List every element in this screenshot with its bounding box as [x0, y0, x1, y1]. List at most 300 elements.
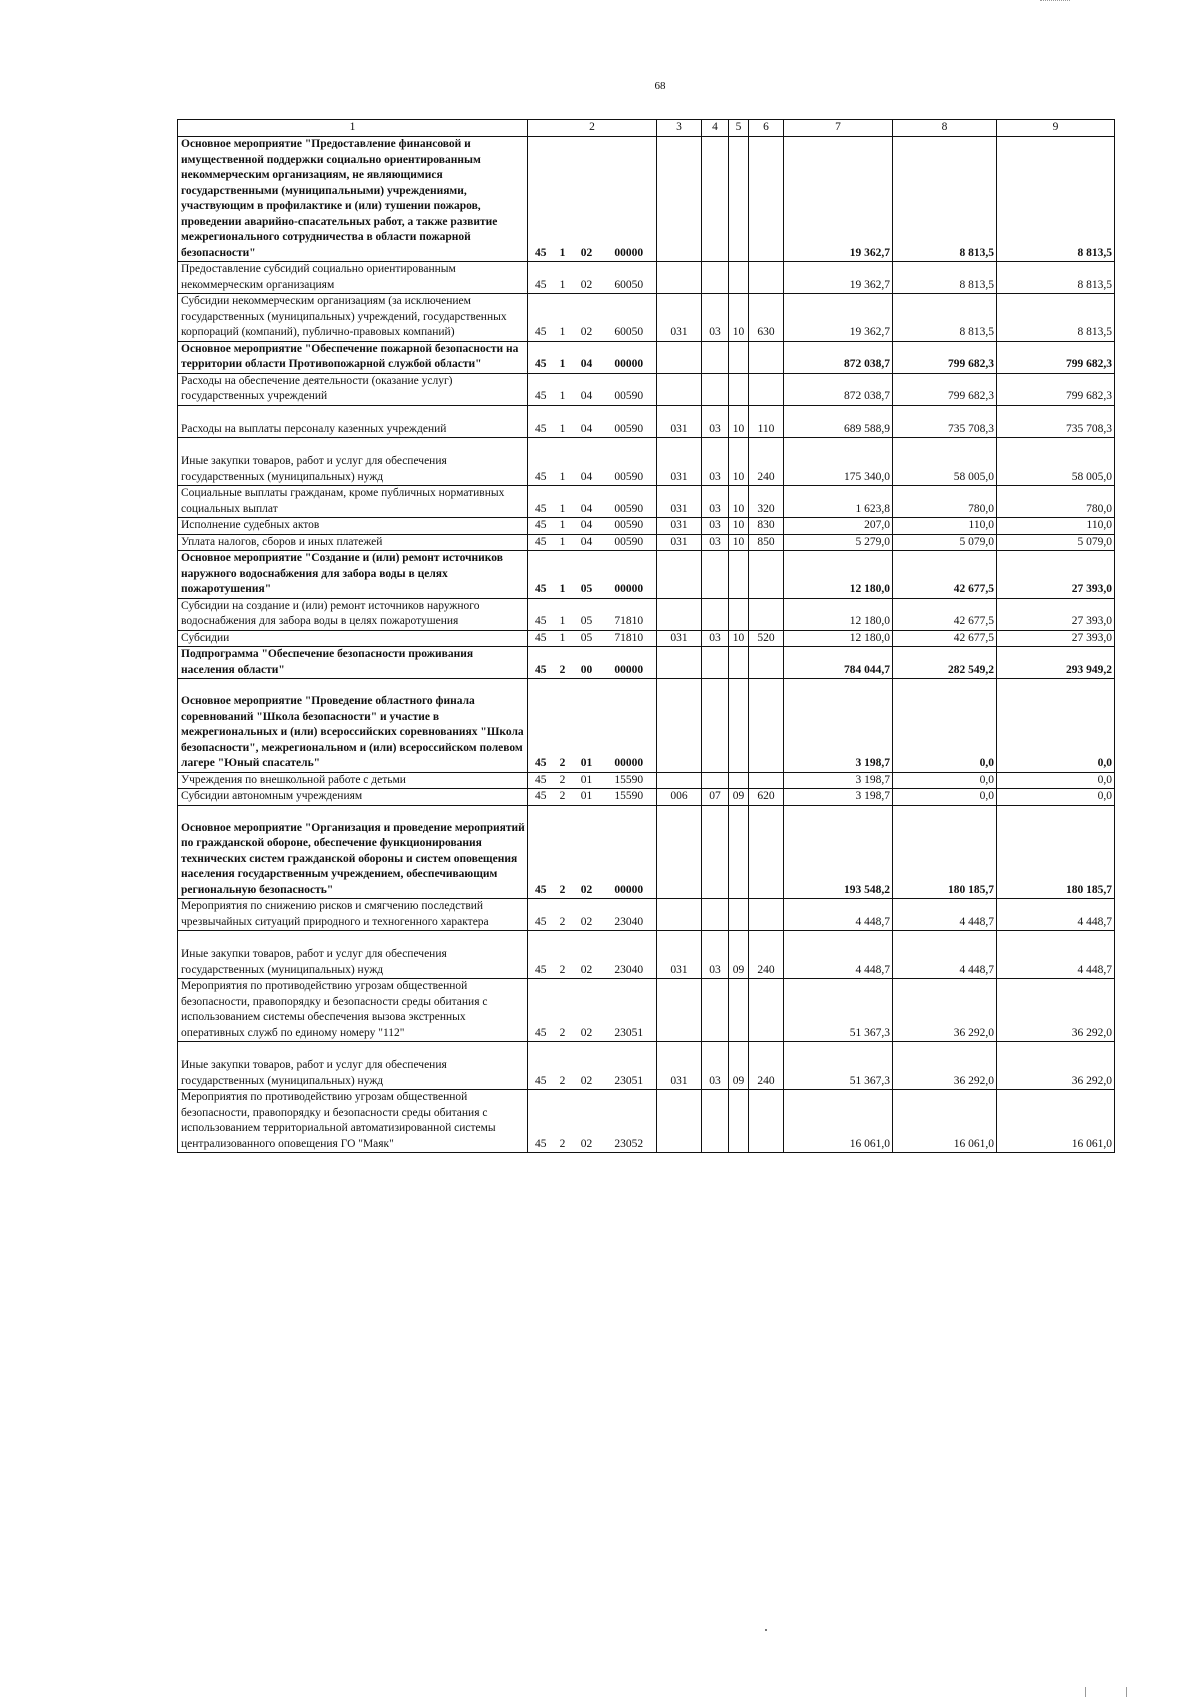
code-section [702, 262, 729, 294]
code-program: 45 [528, 137, 554, 262]
amount-col-9: 4 448,7 [997, 899, 1115, 931]
code-direction: 00590 [602, 405, 657, 438]
code-section [702, 979, 729, 1042]
code-direction: 23040 [602, 899, 657, 931]
scan-mark-top [1040, 0, 1070, 5]
code-subprogram: 2 [554, 979, 572, 1042]
code-subprogram: 2 [554, 647, 572, 679]
code-expense-type [749, 341, 784, 373]
code-subprogram: 1 [554, 341, 572, 373]
code-section: 03 [702, 534, 729, 551]
code-subsection [729, 137, 749, 262]
table-row [178, 979, 1115, 1042]
row-name: Иные закупки товаров, работ и услуг для обеспечения государственных (муниципальных) нужд [178, 931, 528, 979]
code-section: 03 [702, 931, 729, 979]
code-subsection: 09 [729, 789, 749, 806]
code-event: 05 [572, 598, 602, 630]
code-section: 03 [702, 1042, 729, 1090]
code-expense-type: 620 [749, 789, 784, 806]
code-direction: 71810 [602, 630, 657, 647]
code-subsection: 10 [729, 486, 749, 518]
code-subprogram: 2 [554, 1090, 572, 1153]
amount-col-8: 42 677,5 [893, 551, 997, 599]
amount-col-8: 36 292,0 [893, 979, 997, 1042]
code-subprogram: 1 [554, 534, 572, 551]
code-subprogram: 2 [554, 805, 572, 899]
amount-col-7: 4 448,7 [784, 899, 893, 931]
amount-col-9: 27 393,0 [997, 551, 1115, 599]
code-event: 01 [572, 679, 602, 773]
code-direction: 00000 [602, 341, 657, 373]
amount-col-8: 799 682,3 [893, 341, 997, 373]
code-expense-type [749, 679, 784, 773]
code-expense-type [749, 598, 784, 630]
code-subsection: 09 [729, 1042, 749, 1090]
table-row [178, 630, 1115, 647]
code-program: 45 [528, 679, 554, 773]
amount-col-7: 12 180,0 [784, 630, 893, 647]
code-subsection [729, 772, 749, 789]
amount-col-8: 780,0 [893, 486, 997, 518]
code-subsection: 09 [729, 931, 749, 979]
row-name: Субсидии автономным учреждениям [178, 789, 528, 806]
code-event: 01 [572, 772, 602, 789]
code-direction: 00590 [602, 518, 657, 535]
code-event: 00 [572, 647, 602, 679]
code-direction: 15590 [602, 772, 657, 789]
code-program: 45 [528, 262, 554, 294]
header-cell-3: 3 [657, 120, 702, 137]
row-name: Учреждения по внешкольной работе с детьми [178, 772, 528, 789]
code-program: 45 [528, 294, 554, 342]
amount-col-9: 180 185,7 [997, 805, 1115, 899]
code-expense-type [749, 772, 784, 789]
code-section: 03 [702, 630, 729, 647]
code-program: 45 [528, 630, 554, 647]
amount-col-7: 12 180,0 [784, 551, 893, 599]
amount-col-7: 16 061,0 [784, 1090, 893, 1153]
table-row [178, 262, 1115, 294]
code-ministry [657, 1090, 702, 1153]
table-row [178, 137, 1115, 262]
amount-col-8: 110,0 [893, 518, 997, 535]
code-program: 45 [528, 647, 554, 679]
table-row [178, 438, 1115, 486]
code-section: 03 [702, 486, 729, 518]
code-subprogram: 1 [554, 551, 572, 599]
code-ministry [657, 341, 702, 373]
code-direction: 00000 [602, 805, 657, 899]
table-row [178, 551, 1115, 599]
code-ministry: 031 [657, 294, 702, 342]
code-event: 05 [572, 630, 602, 647]
amount-col-7: 207,0 [784, 518, 893, 535]
code-ministry [657, 772, 702, 789]
amount-col-8: 0,0 [893, 772, 997, 789]
code-event: 04 [572, 373, 602, 405]
code-expense-type [749, 262, 784, 294]
code-section [702, 647, 729, 679]
amount-col-7: 12 180,0 [784, 598, 893, 630]
amount-col-8: 16 061,0 [893, 1090, 997, 1153]
code-direction: 00590 [602, 534, 657, 551]
budget-table [177, 119, 1115, 1153]
code-program: 45 [528, 789, 554, 806]
code-event: 02 [572, 137, 602, 262]
amount-col-9: 799 682,3 [997, 373, 1115, 405]
code-subprogram: 2 [554, 1042, 572, 1090]
code-subsection [729, 1090, 749, 1153]
table-row [178, 405, 1115, 438]
code-event: 02 [572, 805, 602, 899]
amount-col-8: 5 079,0 [893, 534, 997, 551]
code-subprogram: 1 [554, 518, 572, 535]
code-event: 02 [572, 979, 602, 1042]
amount-col-8: 799 682,3 [893, 373, 997, 405]
amount-col-9: 5 079,0 [997, 534, 1115, 551]
table-row [178, 534, 1115, 551]
amount-col-9: 0,0 [997, 772, 1115, 789]
row-name: Расходы на обеспечение деятельности (оказание услуг) государственных учреждений [178, 373, 528, 405]
amount-col-9: 27 393,0 [997, 598, 1115, 630]
code-event: 02 [572, 899, 602, 931]
code-subsection [729, 979, 749, 1042]
code-ministry [657, 262, 702, 294]
amount-col-9: 0,0 [997, 679, 1115, 773]
table-row [178, 518, 1115, 535]
code-ministry: 031 [657, 486, 702, 518]
code-ministry: 031 [657, 518, 702, 535]
code-ministry: 031 [657, 534, 702, 551]
amount-col-8: 8 813,5 [893, 262, 997, 294]
code-ministry [657, 899, 702, 931]
table-row [178, 899, 1115, 931]
table-row [178, 789, 1115, 806]
row-name: Исполнение судебных актов [178, 518, 528, 535]
code-section: 03 [702, 405, 729, 438]
code-section: 03 [702, 438, 729, 486]
code-subprogram: 1 [554, 438, 572, 486]
code-subsection [729, 647, 749, 679]
code-expense-type: 240 [749, 1042, 784, 1090]
code-section [702, 899, 729, 931]
amount-col-8: 735 708,3 [893, 405, 997, 438]
table-row [178, 647, 1115, 679]
code-program: 45 [528, 341, 554, 373]
header-cell-9: 9 [997, 120, 1115, 137]
code-ministry: 031 [657, 630, 702, 647]
amount-col-9: 8 813,5 [997, 294, 1115, 342]
header-cell-4: 4 [702, 120, 729, 137]
code-subsection [729, 899, 749, 931]
code-subsection [729, 551, 749, 599]
amount-col-7: 19 362,7 [784, 294, 893, 342]
code-program: 45 [528, 931, 554, 979]
code-program: 45 [528, 979, 554, 1042]
code-program: 45 [528, 373, 554, 405]
code-section [702, 137, 729, 262]
code-subsection [729, 679, 749, 773]
code-program: 45 [528, 772, 554, 789]
amount-col-9: 8 813,5 [997, 137, 1115, 262]
amount-col-7: 784 044,7 [784, 647, 893, 679]
code-event: 01 [572, 789, 602, 806]
amount-col-7: 4 448,7 [784, 931, 893, 979]
code-subprogram: 1 [554, 630, 572, 647]
code-direction: 00590 [602, 373, 657, 405]
amount-col-9: 780,0 [997, 486, 1115, 518]
code-ministry [657, 647, 702, 679]
header-cell-8: 8 [893, 120, 997, 137]
row-name: Предоставление субсидий социально ориентированным некоммерческим организациям [178, 262, 528, 294]
code-event: 05 [572, 551, 602, 599]
code-subsection: 10 [729, 405, 749, 438]
code-direction: 23040 [602, 931, 657, 979]
code-section [702, 373, 729, 405]
amount-col-7: 3 198,7 [784, 679, 893, 773]
amount-col-8: 8 813,5 [893, 137, 997, 262]
table-row [178, 931, 1115, 979]
code-event: 04 [572, 518, 602, 535]
amount-col-9: 735 708,3 [997, 405, 1115, 438]
amount-col-8: 0,0 [893, 679, 997, 773]
amount-col-8: 42 677,5 [893, 598, 997, 630]
code-program: 45 [528, 438, 554, 486]
row-name: Основное мероприятие "Обеспечение пожарной безопасности на территории области Противопожарной службой области" [178, 341, 528, 373]
code-ministry [657, 598, 702, 630]
code-section [702, 598, 729, 630]
row-name: Мероприятия по противодействию угрозам общественной безопасности, правопорядку и безопасности среды обитания с использованием территориальной автоматизированной системы централизованного оповещения ГО "Маяк" [178, 1090, 528, 1153]
code-section [702, 1090, 729, 1153]
code-subsection: 10 [729, 518, 749, 535]
code-event: 04 [572, 534, 602, 551]
amount-col-9: 293 949,2 [997, 647, 1115, 679]
code-subsection: 10 [729, 438, 749, 486]
amount-col-7: 872 038,7 [784, 341, 893, 373]
amount-col-9: 36 292,0 [997, 1042, 1115, 1090]
code-direction: 15590 [602, 789, 657, 806]
amount-col-8: 36 292,0 [893, 1042, 997, 1090]
code-event: 02 [572, 294, 602, 342]
table-row [178, 373, 1115, 405]
code-subprogram: 1 [554, 373, 572, 405]
code-direction: 00000 [602, 647, 657, 679]
header-cell-5: 5 [729, 120, 749, 137]
code-section [702, 551, 729, 599]
code-program: 45 [528, 805, 554, 899]
amount-col-7: 689 588,9 [784, 405, 893, 438]
code-ministry [657, 373, 702, 405]
amount-col-9: 16 061,0 [997, 1090, 1115, 1153]
amount-col-9: 0,0 [997, 789, 1115, 806]
amount-col-9: 799 682,3 [997, 341, 1115, 373]
code-subprogram: 2 [554, 931, 572, 979]
code-subprogram: 1 [554, 262, 572, 294]
amount-col-7: 51 367,3 [784, 979, 893, 1042]
code-subprogram: 1 [554, 598, 572, 630]
row-name: Социальные выплаты гражданам, кроме публичных нормативных социальных выплат [178, 486, 528, 518]
amount-col-8: 282 549,2 [893, 647, 997, 679]
code-direction: 00000 [602, 137, 657, 262]
code-subprogram: 1 [554, 405, 572, 438]
code-ministry: 031 [657, 931, 702, 979]
code-event: 02 [572, 1090, 602, 1153]
code-event: 04 [572, 438, 602, 486]
row-name: Расходы на выплаты персоналу казенных учреждений [178, 405, 528, 438]
row-name: Основное мероприятие "Организация и проведение мероприятий по гражданской обороне, обеспечение функционирования технических систем гражданской обороны и систем оповещения населения государственным учреждением, обеспечивающим региональную безопасность" [178, 805, 528, 899]
row-name: Субсидии некоммерческим организациям (за исключением государственных (муниципальных) учреждений, государственных корпораций (компаний), публично-правовых компаний) [178, 294, 528, 342]
code-direction: 23051 [602, 979, 657, 1042]
code-expense-type: 110 [749, 405, 784, 438]
code-subsection [729, 341, 749, 373]
amount-col-7: 3 198,7 [784, 789, 893, 806]
code-program: 45 [528, 1090, 554, 1153]
row-name: Уплата налогов, сборов и иных платежей [178, 534, 528, 551]
code-direction: 23052 [602, 1090, 657, 1153]
page-number: 68 [654, 80, 666, 92]
amount-col-8: 0,0 [893, 789, 997, 806]
code-ministry [657, 679, 702, 773]
code-subsection: 10 [729, 294, 749, 342]
code-expense-type [749, 805, 784, 899]
code-program: 45 [528, 405, 554, 438]
code-program: 45 [528, 899, 554, 931]
amount-col-7: 51 367,3 [784, 1042, 893, 1090]
code-expense-type: 520 [749, 630, 784, 647]
row-name: Основное мероприятие "Создание и (или) ремонт источников наружного водоснабжения для забора воды в целях пожаротушения" [178, 551, 528, 599]
table-row [178, 1042, 1115, 1090]
code-expense-type: 320 [749, 486, 784, 518]
code-subprogram: 1 [554, 486, 572, 518]
code-subprogram: 2 [554, 789, 572, 806]
code-program: 45 [528, 551, 554, 599]
table-row [178, 341, 1115, 373]
code-subsection: 10 [729, 534, 749, 551]
code-event: 02 [572, 1042, 602, 1090]
code-expense-type: 850 [749, 534, 784, 551]
code-expense-type [749, 551, 784, 599]
row-name: Подпрограмма "Обеспечение безопасности проживания населения области" [178, 647, 528, 679]
code-subsection: 10 [729, 630, 749, 647]
row-name: Мероприятия по противодействию угрозам общественной безопасности, правопорядку и безопасности среды обитания с использованием системы обеспечения вызова экстренных оперативных служб по единому номеру "112" [178, 979, 528, 1042]
row-name: Субсидии [178, 630, 528, 647]
code-subsection [729, 262, 749, 294]
header-cell-6: 6 [749, 120, 784, 137]
row-name: Иные закупки товаров, работ и услуг для обеспечения государственных (муниципальных) нужд [178, 1042, 528, 1090]
header-cell-2: 2 [528, 120, 657, 137]
code-expense-type [749, 137, 784, 262]
code-subsection [729, 805, 749, 899]
code-direction: 71810 [602, 598, 657, 630]
code-direction: 60050 [602, 294, 657, 342]
amount-col-7: 19 362,7 [784, 137, 893, 262]
header-row [178, 120, 1115, 137]
code-section: 03 [702, 518, 729, 535]
code-section [702, 679, 729, 773]
table-row [178, 1090, 1115, 1153]
row-name: Иные закупки товаров, работ и услуг для обеспечения государственных (муниципальных) нужд [178, 438, 528, 486]
amount-col-7: 19 362,7 [784, 262, 893, 294]
code-event: 04 [572, 341, 602, 373]
amount-col-9: 4 448,7 [997, 931, 1115, 979]
code-subprogram: 2 [554, 772, 572, 789]
amount-col-8: 8 813,5 [893, 294, 997, 342]
amount-col-9: 58 005,0 [997, 438, 1115, 486]
code-section [702, 805, 729, 899]
code-program: 45 [528, 598, 554, 630]
code-ministry: 031 [657, 438, 702, 486]
amount-col-8: 4 448,7 [893, 899, 997, 931]
code-section [702, 772, 729, 789]
code-event: 04 [572, 405, 602, 438]
code-expense-type [749, 979, 784, 1042]
amount-col-7: 872 038,7 [784, 373, 893, 405]
amount-col-7: 193 548,2 [784, 805, 893, 899]
code-subprogram: 1 [554, 294, 572, 342]
code-expense-type [749, 899, 784, 931]
code-direction: 00000 [602, 551, 657, 599]
code-expense-type [749, 647, 784, 679]
table-row [178, 486, 1115, 518]
table-row [178, 805, 1115, 899]
amount-col-7: 3 198,7 [784, 772, 893, 789]
code-ministry [657, 805, 702, 899]
amount-col-8: 4 448,7 [893, 931, 997, 979]
table-row [178, 294, 1115, 342]
code-event: 02 [572, 262, 602, 294]
code-expense-type [749, 373, 784, 405]
code-expense-type: 240 [749, 931, 784, 979]
code-program: 45 [528, 486, 554, 518]
row-name: Мероприятия по снижению рисков и смягчению последствий чрезвычайных ситуаций природного и техногенного характера [178, 899, 528, 931]
code-program: 45 [528, 1042, 554, 1090]
code-direction: 00000 [602, 679, 657, 773]
code-section [702, 341, 729, 373]
code-ministry [657, 137, 702, 262]
row-name: Субсидии на создание и (или) ремонт источников наружного водоснабжения для забора воды в целях пожаротушения [178, 598, 528, 630]
code-subsection [729, 373, 749, 405]
code-subprogram: 2 [554, 899, 572, 931]
code-expense-type [749, 1090, 784, 1153]
code-section: 07 [702, 789, 729, 806]
row-name: Основное мероприятие "Предоставление финансовой и имущественной поддержки социально ориентированным некоммерческим организациям, не являющимися государственными (муниципальными) учреждениями, участвующим в профилактике и (или) тушении пожаров, проведении аварийно-спасательных работ, а также развитие межрегионального сотрудничества в области пожарной безопасности" [178, 137, 528, 262]
amount-col-8: 180 185,7 [893, 805, 997, 899]
code-ministry: 031 [657, 1042, 702, 1090]
amount-col-9: 110,0 [997, 518, 1115, 535]
code-direction: 00590 [602, 486, 657, 518]
code-program: 45 [528, 534, 554, 551]
table-row [178, 679, 1115, 773]
scan-mark-bottom [1085, 1687, 1127, 1697]
code-ministry: 006 [657, 789, 702, 806]
code-event: 02 [572, 931, 602, 979]
code-section: 03 [702, 294, 729, 342]
code-event: 04 [572, 486, 602, 518]
amount-col-8: 42 677,5 [893, 630, 997, 647]
code-direction: 23051 [602, 1042, 657, 1090]
amount-col-9: 8 813,5 [997, 262, 1115, 294]
code-direction: 00590 [602, 438, 657, 486]
code-subprogram: 2 [554, 679, 572, 773]
code-subsection [729, 598, 749, 630]
amount-col-7: 5 279,0 [784, 534, 893, 551]
code-expense-type: 830 [749, 518, 784, 535]
header-cell-1: 1 [178, 120, 528, 137]
code-expense-type: 240 [749, 438, 784, 486]
amount-col-7: 1 623,8 [784, 486, 893, 518]
code-expense-type: 630 [749, 294, 784, 342]
amount-col-9: 36 292,0 [997, 979, 1115, 1042]
